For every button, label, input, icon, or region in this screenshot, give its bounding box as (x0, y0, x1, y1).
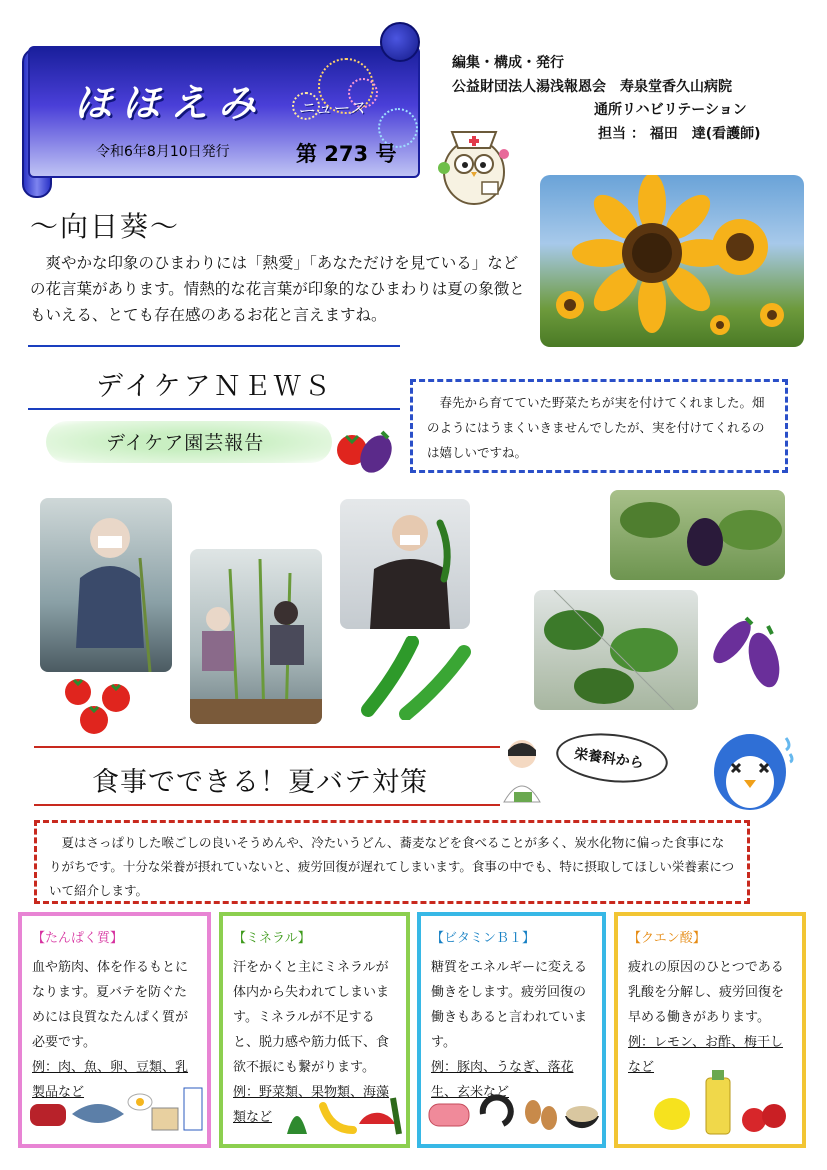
mineral-example: 例：野菜類、果物類、海藻類など (233, 1085, 390, 1125)
publisher-line: 編集・構成・発行 (452, 55, 564, 71)
owl-nurse-icon (424, 110, 524, 210)
publisher-line: 公益財団法人湯浅報恩会 寿泉堂香久山病院 (452, 78, 732, 95)
publisher-line: 担当 ： 福田 達(看護師) (598, 125, 761, 142)
publisher-line: 通所リハビリテーション (594, 102, 747, 118)
summer-fatigue-intro-box (34, 820, 750, 904)
mineral-body: 汗をかくと主にミネラルが体内から失われてしまいます。ミネラルが不足すると、脱力感や筋力低下、食欲不振にも繋がります。 (233, 960, 390, 1075)
cucumbers-icon (356, 636, 480, 720)
sunflower-photo (540, 175, 804, 347)
scroll-roll-top (380, 22, 420, 62)
issue-date: 令和6年8月10日発行 (96, 144, 230, 160)
mineral-title: 【ミネラル】 (233, 931, 311, 946)
divider (34, 804, 500, 806)
sunflower-heading: ～向日葵～ (30, 210, 181, 243)
vitamin-b1-box (417, 912, 606, 1148)
eggplants-icon (706, 604, 788, 692)
protein-body: 血や筋肉、体を作るもとになります。夏バテを防ぐためには良質なたんぱく質が必要です。 (32, 960, 189, 1050)
newsletter-title: ほほえみ (74, 81, 267, 125)
summer-fatigue-heading: 食事でできる！夏バテ対策 (92, 767, 428, 798)
newsletter-subtitle: ニュース (298, 99, 366, 119)
garden-report-label: デイケア園芸報告 (106, 432, 265, 454)
penguin-hot-icon (704, 720, 796, 816)
mineral-box (219, 912, 410, 1148)
vitamin-b1-title: 【ビタミンＢ１】 (431, 931, 536, 946)
vitamin-b1-example: 例：豚肉、うなぎ、落花生、玄米など (431, 1060, 574, 1100)
garden-report-text: 春先から育てていた野菜たちが実を付けてくれました。畑のようにはうまくいきませんでしたが、実を付けてくれるのは嬉しいですね。 (427, 395, 765, 460)
nutrition-dept-label: 栄養科から (573, 746, 645, 772)
vitamin-b1-body: 糖質をエネルギーに変える働きをします。疲労回復の働きもあると言われています。 (431, 960, 588, 1050)
mineral-foods-icon (283, 1094, 407, 1138)
citric-acid-foods-icon (650, 1068, 790, 1138)
citric-acid-title: 【クエン酸】 (628, 931, 706, 946)
summer-fatigue-intro: 夏はさっぱりした喉ごしの良いそうめんや、冷たいうどん、蕎麦などを食べることが多く、炭水化物に偏った食事になりがちです。十分な栄養が摂れていないと、疲労回復が遅れてしまいます。食事の中でも、特に摂取してほしい栄養素について紹介します。 (49, 835, 735, 898)
protein-example: 例：肉、魚、卵、豆類、乳製品など (32, 1060, 189, 1100)
divider (28, 408, 400, 410)
protein-box (18, 912, 211, 1148)
tomato-eggplant-icon (334, 424, 396, 476)
divider (28, 345, 400, 347)
dietitian-icon (496, 736, 548, 806)
tomatoes-icon (60, 672, 140, 738)
divider (34, 746, 500, 748)
daycare-news-heading: デイケアＮＥＷＳ (96, 371, 334, 402)
cucumber-vine-photo (534, 590, 698, 710)
garden-report-box (410, 379, 788, 473)
gardening-photo-2 (190, 549, 322, 724)
gardening-photo-1 (40, 498, 172, 672)
eggplant-plant-photo (610, 490, 785, 580)
citric-acid-example: 例：レモン、お酢、梅干しなど (628, 1035, 783, 1075)
protein-title: 【たんぱく質】 (32, 931, 124, 946)
protein-foods-icon (28, 1084, 204, 1138)
vitamin-b1-foods-icon (425, 1088, 601, 1138)
citric-acid-body: 疲れの原因のひとつである乳酸を分解し、疲労回復を早める働きがあります。 (628, 960, 785, 1025)
citric-acid-box (614, 912, 806, 1148)
issue-number: 第 273 号 (296, 142, 397, 166)
cucumber-harvest-photo (340, 499, 470, 629)
sunflower-body: 爽やかな印象のひまわりには「熱愛」「あなただけを見ている」などの花言葉があります。情熱的な花言葉が印象的なひまわりは夏の象徴ともいえる、とても存在感のあるお花と言えますね。 (30, 254, 525, 324)
